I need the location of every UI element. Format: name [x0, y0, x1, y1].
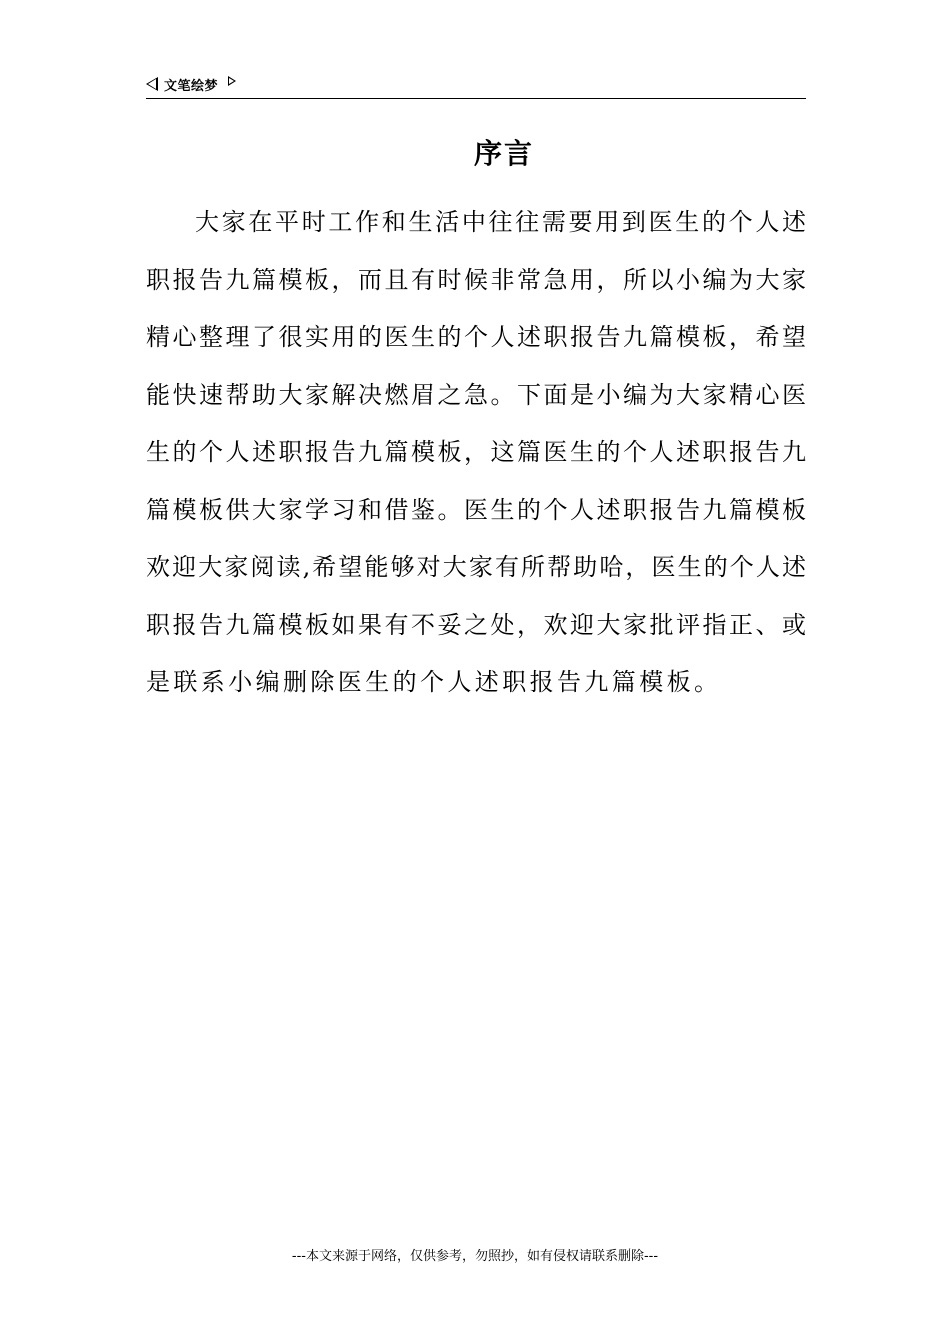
page-header — [146, 74, 806, 99]
paragraph-line: 生的个人述职报告九篇模板，这篇医生的个人述职报告九 — [146, 438, 806, 466]
paragraph-line: 能快速帮助大家解决燃眉之急。下面是小编为大家精心医 — [146, 380, 806, 409]
paragraph-line: 职报告九篇模板，而且有时候非常急用，所以小编为大家 — [146, 265, 806, 294]
paragraph-line: 是联系小编删除医生的个人述职报告九篇模板。 — [146, 668, 722, 696]
paragraph-line: 精心整理了很实用的医生的个人述职报告九篇模板，希望 — [146, 323, 806, 351]
paragraph-line: 大家在平时工作和生活中往往需要用到医生的个人述 — [195, 208, 806, 236]
footer-disclaimer: ---本文来源于网络，仅供参考，勿照抄，如有侵权请联系删除--- — [291, 1249, 659, 1264]
left-triangle-icon — [146, 77, 158, 91]
preface-paragraph — [146, 198, 806, 716]
paragraph-line: 篇模板供大家学习和借鉴。医生的个人述职报告九篇模板 — [146, 495, 806, 524]
paragraph-line: 职报告九篇模板如果有不妥之处，欢迎大家批评指正、或 — [146, 610, 806, 639]
paragraph-line: 欢迎大家阅读,希望能够对大家有所帮助哈，医生的个人述 — [146, 553, 806, 581]
page-title: 序言 — [473, 137, 534, 170]
right-triangle-icon — [228, 76, 236, 86]
brand-name: 文笔绘梦 — [164, 78, 219, 94]
header-brand-group — [146, 74, 236, 94]
